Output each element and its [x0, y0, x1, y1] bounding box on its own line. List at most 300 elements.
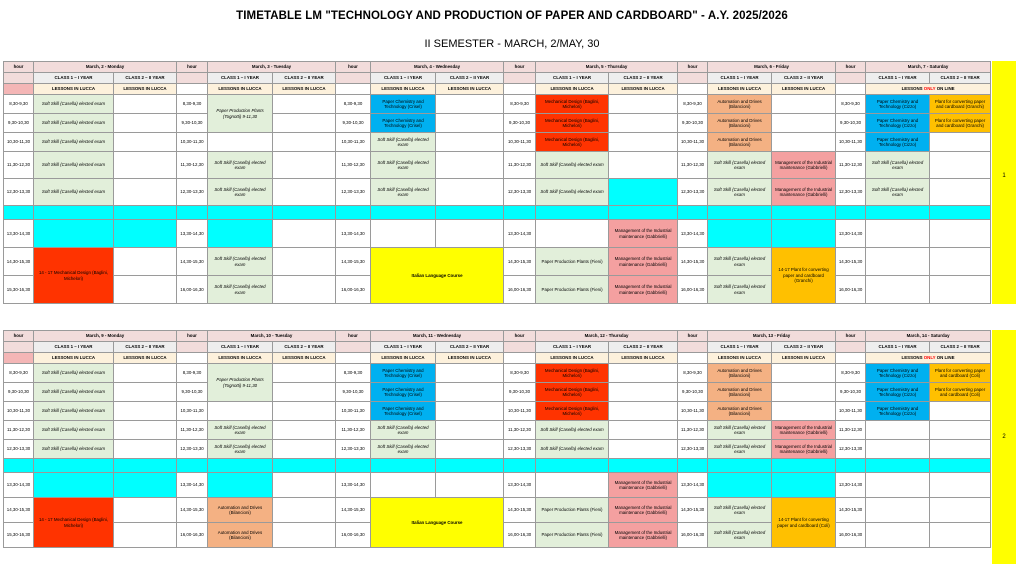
empty-cell: [609, 152, 678, 179]
table-cell: Plant for converting paper and cardboard (Coli): [930, 364, 991, 383]
table-cell: 11,30-12,30: [4, 421, 34, 440]
table-cell: Soft Skill (Casella) elected exam: [34, 440, 114, 459]
empty-cell: [114, 248, 177, 276]
table-cell: 16,00-16,30: [336, 276, 371, 304]
empty-cell: [208, 459, 273, 473]
empty-cell: [866, 220, 930, 248]
class-slot: Automation and Drives (Bilancioni): [708, 95, 772, 114]
empty-cell: [273, 523, 336, 548]
empty-cell: [678, 84, 708, 95]
empty-cell: [504, 459, 536, 473]
table-cell: Soft Skill (Casella) elected exam: [34, 383, 114, 402]
table-cell: LESSONS IN LUCCA: [436, 353, 504, 364]
table-cell: Soft Skill (Casella) elected exam: [708, 152, 772, 179]
table-cell: 14,30-15,30: [678, 498, 708, 523]
table-cell: LESSONS IN LUCCA: [114, 353, 177, 364]
table-row: [4, 473, 991, 498]
table-cell: CLASS 2 – II YEAR: [930, 342, 991, 353]
table-cell: 10,30-11,30: [678, 133, 708, 152]
table-cell: 16,00-16,30: [504, 276, 536, 304]
week-2-timetable: [3, 330, 991, 548]
hour-header: hour: [504, 62, 536, 73]
empty-cell: [114, 220, 177, 248]
table-row: [4, 342, 991, 353]
empty-cell: [114, 179, 177, 206]
empty-cell: [866, 473, 930, 498]
table-cell: Automation and Drives (Bilancioni): [708, 364, 772, 383]
table-cell: 10,30-11,30: [4, 402, 34, 421]
table-cell: Mechanical Design (Baglini, Michelori): [536, 114, 609, 133]
day-header: March, 6 - Friday: [708, 62, 836, 73]
empty-cell: [4, 73, 34, 84]
empty-cell: [930, 459, 991, 473]
empty-cell: [177, 84, 208, 95]
table-row: [4, 331, 991, 342]
empty-cell: [678, 353, 708, 364]
empty-cell: [708, 459, 772, 473]
class-slot: Paper Chemistry and Technology (Cizzo): [866, 95, 930, 114]
table-cell: 8,30-9,30: [504, 95, 536, 114]
empty-cell: [772, 473, 836, 498]
empty-cell: [866, 523, 930, 548]
empty-cell: [930, 220, 991, 248]
empty-cell: [678, 73, 708, 84]
hour-header: hour: [678, 62, 708, 73]
table-cell: 12,30-13,30: [177, 440, 208, 459]
table-cell: 13,30-14,30: [4, 220, 34, 248]
table-cell: 11,30-12,30: [177, 421, 208, 440]
table-cell: 12,30-13,30: [4, 179, 34, 206]
table-cell: LESSONS IN LUCCA: [536, 84, 609, 95]
empty-cell: [336, 353, 371, 364]
table-cell: March, 11 - Wednesday: [371, 331, 504, 342]
table-row: [4, 114, 991, 133]
day-header-row: [4, 62, 991, 73]
empty-cell: [436, 421, 504, 440]
empty-cell: [836, 353, 866, 364]
empty-cell: [436, 383, 504, 402]
table-cell: hour: [504, 331, 536, 342]
table-cell: CLASS 2 – II YEAR: [436, 342, 504, 353]
table-cell: Soft Skill (Casella) elected exam: [536, 152, 609, 179]
empty-cell: [772, 95, 836, 114]
empty-cell: [436, 440, 504, 459]
empty-cell: [34, 220, 114, 248]
table-cell: 15,30-16,30: [4, 276, 34, 304]
table-cell: Soft Skill (Casella) elected exam: [34, 179, 114, 206]
table-row: [4, 179, 991, 206]
table-cell: CLASS 2 – II YEAR: [273, 342, 336, 353]
table-cell: 16,00-16,30: [836, 276, 866, 304]
table-cell: 12,30-13,30: [504, 179, 536, 206]
table-cell: CLASS 1 – I YEAR: [708, 342, 772, 353]
empty-cell: [536, 459, 609, 473]
table-cell: 11,30-12,30: [678, 421, 708, 440]
empty-cell: [34, 473, 114, 498]
table-cell: Soft Skill (Casella) elected exam: [208, 421, 273, 440]
table-cell: 13,30-14,30: [177, 473, 208, 498]
table-cell: 10,30-11,30: [836, 402, 866, 421]
empty-cell: [536, 473, 609, 498]
table-cell: Soft Skill (Casella) elected exam: [371, 440, 436, 459]
table-cell: CLASS 2 – II YEAR: [114, 73, 177, 84]
table-cell: 16,00-16,30: [678, 276, 708, 304]
empty-cell: [772, 364, 836, 383]
empty-cell: [772, 459, 836, 473]
empty-cell: [208, 206, 273, 220]
empty-cell: [114, 459, 177, 473]
empty-cell: [273, 421, 336, 440]
table-cell: 8,30-9,30: [336, 364, 371, 383]
table-cell: Mechanical Design (Baglini, Michelori): [536, 383, 609, 402]
table-cell: 9,30-10,30: [177, 383, 208, 402]
table-cell: LESSONS IN LUCCA: [34, 84, 114, 95]
table-cell: Soft Skill (Casella) elected exam: [371, 133, 436, 152]
table-cell: Paper Chemistry and Technology (Crisel): [371, 114, 436, 133]
empty-cell: [866, 498, 930, 523]
italian-course-block: Italian Language Course: [371, 498, 504, 548]
table-cell: CLASS 2 – II YEAR: [609, 342, 678, 353]
table-cell: Soft Skill (Casella) elected exam: [34, 133, 114, 152]
table-cell: Management of the Industrial maintenance (Gabbrielli): [609, 473, 678, 498]
table-cell: 13,30-14,30: [336, 473, 371, 498]
empty-cell: [273, 440, 336, 459]
table-cell: Management of the Industrial maintenance (Gabbrielli): [609, 498, 678, 523]
empty-cell: [273, 179, 336, 206]
table-cell: LESSONS IN LUCCA: [114, 84, 177, 95]
table-cell: Plant for converting paper and cardboard (Granchi): [930, 114, 991, 133]
empty-cell: [336, 84, 371, 95]
table-cell: 13,30-14,30: [678, 473, 708, 498]
table-cell: Paper Chemistry and Technology (Cizzo): [866, 383, 930, 402]
table-cell: Soft Skill (Casella) elected exam: [708, 440, 772, 459]
table-cell: 10,30-11,30: [336, 402, 371, 421]
table-cell: Soft Skill (Casella) elected exam: [536, 179, 609, 206]
table-cell: Management of the Industrial maintenance (Gabbrielli): [772, 421, 836, 440]
table-cell: 11,30-12,30: [4, 152, 34, 179]
table-cell: 16,00-16,30: [836, 523, 866, 548]
table-cell: 14 - 17 Mechanical Design (Baglini, Michelori): [34, 498, 114, 548]
day-header: March, 4 - Wednesday: [371, 62, 504, 73]
table-cell: Soft Skill (Casella) elected exam: [208, 152, 273, 179]
table-cell: 8,30-9,30: [836, 364, 866, 383]
table-cell: LESSONS IN LUCCA: [536, 353, 609, 364]
table-cell: 9,30-10,30: [504, 114, 536, 133]
empty-cell: [504, 353, 536, 364]
empty-cell: [436, 220, 504, 248]
label-text: 1: [1002, 173, 1006, 179]
table-cell: 14-17 Plant for converting paper and cardboard (Granchi): [772, 248, 836, 304]
empty-cell: [836, 84, 866, 95]
table-cell: Soft Skill (Casella) elected exam: [708, 276, 772, 304]
table-cell: Management of the Industrial maintenance (Gabbrielli): [609, 276, 678, 304]
hour-header: hour: [4, 62, 34, 73]
table-cell: Soft Skill (Casella) elected exam: [208, 248, 273, 276]
table-cell: 9,30-10,30: [4, 114, 34, 133]
empty-cell: [866, 206, 930, 220]
table-cell: Soft Skill (Casella) elected exam: [34, 421, 114, 440]
table-cell: Management of the Industrial maintenance (Gabbrielli): [772, 440, 836, 459]
table-cell: 8,30-9,30: [4, 364, 34, 383]
empty-cell: [371, 459, 436, 473]
empty-cell: [114, 133, 177, 152]
day-header: March, 7 - Saturday: [866, 62, 991, 73]
empty-cell: [273, 459, 336, 473]
empty-cell: [273, 95, 336, 114]
empty-cell: [336, 206, 371, 220]
empty-cell: [930, 248, 991, 276]
table-cell: LESSONS IN LUCCA: [609, 353, 678, 364]
empty-cell: [114, 473, 177, 498]
empty-cell: [678, 206, 708, 220]
table-cell: 8,30-9,30: [336, 95, 371, 114]
table-cell: hour: [678, 331, 708, 342]
empty-cell: [609, 421, 678, 440]
table-cell: Soft Skill (Casella) elected exam: [708, 523, 772, 548]
table-cell: Automation and Drives (Bilancioni): [708, 114, 772, 133]
location-row: [4, 84, 991, 95]
table-cell: Soft Skill (Casella) elected exam: [371, 152, 436, 179]
table-cell: March, 10 - Tuesday: [208, 331, 336, 342]
empty-cell: [708, 206, 772, 220]
table-cell: Soft Skill (Casella) elected exam: [708, 498, 772, 523]
table-cell: 12,30-13,30: [177, 179, 208, 206]
table-cell: Automation and Drives (Bilancioni): [208, 498, 273, 523]
table-cell: LESSONS IN LUCCA: [34, 353, 114, 364]
label-text: ON LINE: [936, 355, 955, 361]
table-cell: 14,30-15,30: [336, 498, 371, 523]
table-cell: Mechanical Design (Baglini, Michelori): [536, 402, 609, 421]
empty-cell: [436, 179, 504, 206]
day-header: March, 5 - Thursday: [536, 62, 678, 73]
label-text: ON LINE: [936, 86, 955, 92]
class-slot: Paper Production Plants (Tognotti) 9-11,30: [208, 95, 273, 133]
empty-cell: [4, 459, 34, 473]
table-cell: 9,30-10,30: [504, 383, 536, 402]
table-cell: 12,30-13,30: [836, 440, 866, 459]
table-cell: Mechanical Design (Baglini, Michelori): [536, 364, 609, 383]
table-cell: Paper Production Plants (Fieni): [536, 498, 609, 523]
table-cell: CLASS 1 – I YEAR: [866, 73, 930, 84]
table-cell: hour: [177, 331, 208, 342]
empty-cell: [436, 206, 504, 220]
table-cell: Soft Skill (Casella) elected exam: [208, 440, 273, 459]
table-cell: 12,30-13,30: [504, 440, 536, 459]
empty-cell: [114, 364, 177, 383]
empty-cell: [708, 473, 772, 498]
table-cell: Paper Chemistry and Technology (Crisel): [371, 383, 436, 402]
empty-cell: [930, 152, 991, 179]
table-cell: CLASS 2 – II YEAR: [772, 342, 836, 353]
table-cell: Soft Skill (Casella) elected exam: [708, 179, 772, 206]
empty-cell: [609, 133, 678, 152]
empty-cell: [930, 473, 991, 498]
table-cell: Management of the Industrial maintenance (Gabbrielli): [609, 220, 678, 248]
table-cell: Paper Chemistry and Technology (Cizzo): [866, 364, 930, 383]
empty-cell: [4, 353, 34, 364]
table-cell: 12,30-13,30: [4, 440, 34, 459]
table-cell: 11,30-12,30: [177, 152, 208, 179]
italian-course-block: Italian Language Course: [371, 248, 504, 304]
table-cell: 11,30-12,30: [504, 421, 536, 440]
table-cell: 10,30-11,30: [4, 133, 34, 152]
empty-cell: [436, 133, 504, 152]
table-cell: 8,30-9,30: [678, 95, 708, 114]
table-cell: Paper Chemistry and Technology (Crisel): [371, 402, 436, 421]
empty-cell: [436, 114, 504, 133]
empty-cell: [609, 95, 678, 114]
table-cell: 10,30-11,30: [504, 133, 536, 152]
table-cell: 8,30-9,30: [177, 364, 208, 383]
empty-cell: [536, 206, 609, 220]
empty-cell: [208, 402, 273, 421]
table-row: [4, 95, 991, 114]
table-cell: 13,30-14,30: [504, 220, 536, 248]
table-cell: Paper Chemistry and Technology (Cizzo): [866, 402, 930, 421]
table-cell: March, 13 - Friday: [708, 331, 836, 342]
empty-cell: [930, 402, 991, 421]
empty-cell: [114, 152, 177, 179]
table-row: [4, 440, 991, 459]
table-cell: 14,30-15,30: [836, 248, 866, 276]
table-row: [4, 364, 991, 383]
table-cell: Paper Chemistry and Technology (Cizzo): [866, 133, 930, 152]
empty-cell: [114, 421, 177, 440]
table-cell: hour: [4, 331, 34, 342]
table-cell: CLASS 1 – I YEAR: [866, 342, 930, 353]
table-cell: CLASS 1 – I YEAR: [208, 73, 273, 84]
table-cell: 14,30-15,30: [4, 248, 34, 276]
table-cell: LESSONS IN LUCCA: [609, 84, 678, 95]
table-cell: Paper Chemistry and Technology (Cizzo): [866, 114, 930, 133]
table-cell: 16,00-16,30: [678, 523, 708, 548]
empty-cell: [177, 353, 208, 364]
class-slot: Plant for converting paper and cardboard (Granchi): [930, 95, 991, 114]
table-cell: 9,30-10,30: [836, 114, 866, 133]
table-cell: CLASS 1 – I YEAR: [371, 73, 436, 84]
table-cell: Automation and Drives (Bilancioni): [708, 402, 772, 421]
empty-cell: [114, 276, 177, 304]
hour-header: hour: [336, 62, 371, 73]
empty-cell: [678, 459, 708, 473]
table-cell: LESSONS IN LUCCA: [772, 353, 836, 364]
empty-cell: [4, 206, 34, 220]
table-cell: 9,30-10,30: [678, 383, 708, 402]
table-cell: Automation and Drives (Bilancioni): [708, 133, 772, 152]
empty-cell: [114, 383, 177, 402]
table-cell: Management of the Industrial maintenance (Gabbrielli): [609, 523, 678, 548]
semester-subtitle: II SEMESTER - MARCH, 2/MAY, 30: [424, 38, 600, 50]
table-cell: LESSONS IN LUCCA: [708, 353, 772, 364]
empty-cell: [114, 498, 177, 523]
table-cell: 11,30-12,30: [336, 421, 371, 440]
empty-cell: [504, 73, 536, 84]
table-cell: Management of the Industrial maintenance (Gabbrielli): [772, 179, 836, 206]
empty-cell: [836, 342, 866, 353]
label-text: ONLY: [923, 86, 936, 92]
empty-cell: [273, 206, 336, 220]
table-cell: Soft Skill (Casella) elected exam: [708, 421, 772, 440]
day-header: March, 2 - Monday: [34, 62, 177, 73]
table-cell: Soft Skill (Casella) elected exam: [536, 421, 609, 440]
table-cell: Management of the Industrial maintenance (Gabbrielli): [772, 152, 836, 179]
table-row: [4, 248, 991, 276]
table-row: [4, 133, 991, 152]
table-row: [4, 498, 991, 523]
empty-cell: [177, 206, 208, 220]
empty-cell: [273, 364, 336, 383]
table-cell: Automation and Drives (Bilancioni): [708, 383, 772, 402]
empty-cell: [114, 206, 177, 220]
empty-cell: [4, 84, 34, 95]
empty-cell: [772, 114, 836, 133]
lunch-break-row: [4, 206, 991, 220]
empty-cell: [34, 206, 114, 220]
table-cell: Paper Production Plants (Fieni): [536, 248, 609, 276]
empty-cell: [504, 342, 536, 353]
week-1-timetable: [3, 61, 991, 304]
table-cell: 8,30-9,30: [177, 95, 208, 114]
empty-cell: [930, 179, 991, 206]
empty-cell: [273, 402, 336, 421]
table-cell: Paper Production Plants (Fieni): [536, 523, 609, 548]
empty-cell: [273, 248, 336, 276]
table-cell: CLASS 1 – I YEAR: [34, 342, 114, 353]
table-cell: 12,30-13,30: [678, 179, 708, 206]
table-cell: 9,30-10,30: [836, 383, 866, 402]
empty-cell: [273, 152, 336, 179]
table-cell: 10,30-11,30: [177, 133, 208, 152]
table-row: [4, 353, 991, 364]
table-cell: Soft Skill (Casella) elected exam: [536, 440, 609, 459]
table-cell: CLASS 1 – I YEAR: [536, 73, 609, 84]
table-cell: Soft Skill (Casella) elected exam: [371, 179, 436, 206]
table-cell: 10,30-11,30: [504, 402, 536, 421]
table-cell: 14,30-15,30: [836, 498, 866, 523]
empty-cell: [371, 220, 436, 248]
empty-cell: [772, 133, 836, 152]
table-cell: 11,30-12,30: [836, 421, 866, 440]
table-cell: Soft Skill (Casella) elected exam: [371, 421, 436, 440]
table-cell: 11,30-12,30: [678, 152, 708, 179]
empty-cell: [866, 440, 930, 459]
table-cell: LESSONS IN LUCCA: [371, 84, 436, 95]
table-cell: CLASS 2 – II YEAR: [114, 342, 177, 353]
table-cell: CLASS 1 – I YEAR: [208, 342, 273, 353]
empty-cell: [836, 459, 866, 473]
table-cell: 11,30-12,30: [836, 152, 866, 179]
table-cell: Soft Skill (Casella) elected exam: [208, 179, 273, 206]
table-cell: 10,30-11,30: [678, 402, 708, 421]
table-cell: Paper Production Plants (Tognotti) 9-11,30: [208, 364, 273, 402]
table-cell: 13,30-14,30: [836, 473, 866, 498]
empty-cell: [866, 276, 930, 304]
table-cell: 13,30-14,30: [177, 220, 208, 248]
empty-cell: [114, 95, 177, 114]
empty-cell: [114, 440, 177, 459]
table-cell: 9,30-10,30: [336, 114, 371, 133]
empty-cell: [336, 459, 371, 473]
table-cell: Soft Skill (Casella) elected exam: [34, 114, 114, 133]
table-cell: 8,30-9,30: [836, 95, 866, 114]
table-cell: Management of the Industrial maintenance (Gabbrielli): [609, 248, 678, 276]
table-cell: 8,30-9,30: [678, 364, 708, 383]
empty-cell: [336, 73, 371, 84]
table-cell: hour: [836, 331, 866, 342]
empty-cell: [177, 342, 208, 353]
table-cell: 9,30-10,30: [177, 114, 208, 133]
table-cell: 13,30-14,30: [504, 473, 536, 498]
